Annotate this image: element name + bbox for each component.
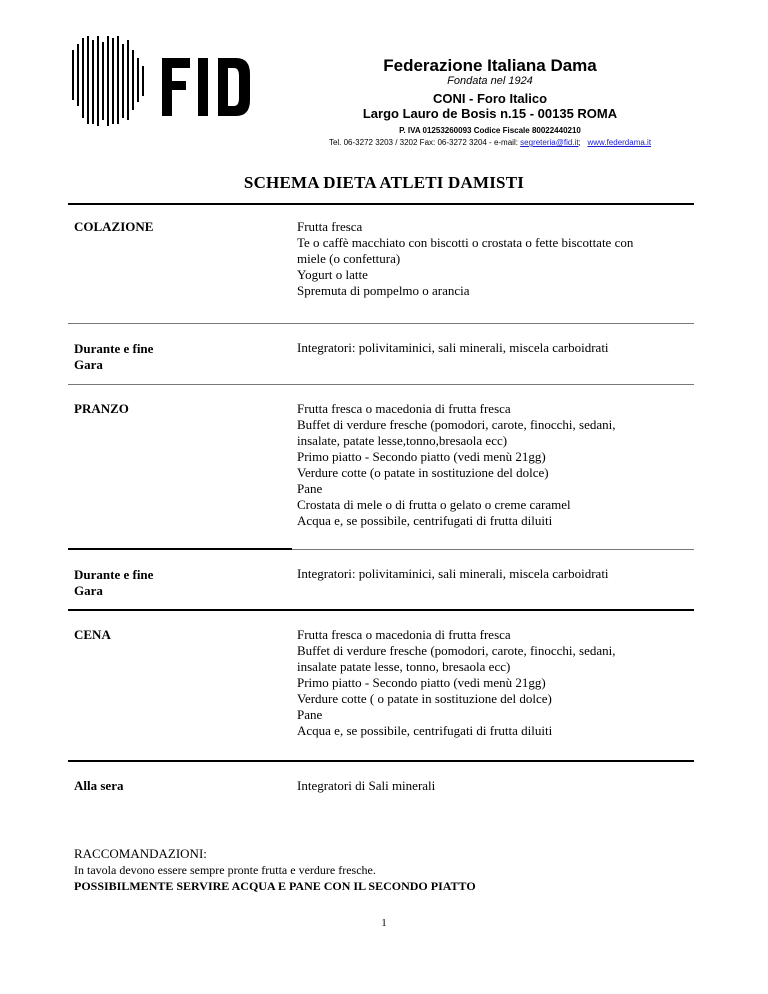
meal-label-durante-gara bbox=[74, 341, 153, 373]
fid-logo-graphic bbox=[72, 36, 272, 126]
menu-item: Buffet di verdure fresche (pomodori, carote, finocchi, sedani, bbox=[297, 643, 616, 658]
menu-item: miele (o confettura) bbox=[297, 251, 401, 266]
page-title: SCHEMA DIETA ATLETI DAMISTI bbox=[243, 173, 525, 192]
divider bbox=[68, 609, 694, 611]
address-line: Largo Lauro de Bosis n.15 - 00135 ROMA bbox=[362, 106, 618, 121]
meal-label-alla-sera bbox=[74, 778, 123, 794]
email-link[interactable]: segreteria@fid.it bbox=[520, 138, 579, 147]
menu-item: Primo piatto - Secondo piatto (vedi menù 21gg) bbox=[297, 449, 546, 464]
menu-item: insalate patate lesse, tonno, bresaola ecc) bbox=[297, 659, 511, 674]
meal-items-alla-sera bbox=[297, 778, 435, 794]
page-number: 1 bbox=[381, 917, 387, 929]
menu-item: Spremuta di pompelmo o arancia bbox=[297, 283, 470, 298]
divider bbox=[68, 203, 694, 205]
menu-item: Frutta fresca bbox=[297, 219, 363, 234]
divider bbox=[68, 760, 694, 762]
menu-item: Pane bbox=[297, 707, 323, 722]
label-line: Gara bbox=[74, 357, 103, 372]
founded-year: Fondata nel 1924 bbox=[447, 75, 533, 87]
menu-item: Yogurt o latte bbox=[297, 267, 368, 282]
menu-item: Frutta fresca o macedonia di frutta fresca bbox=[297, 627, 511, 642]
divider bbox=[292, 549, 694, 550]
label-line: PRANZO bbox=[74, 401, 129, 416]
menu-item: Verdure cotte ( o patate in sostituzione del dolce) bbox=[297, 691, 552, 706]
label-line: COLAZIONE bbox=[74, 219, 154, 234]
tax-id-line: P. IVA 01253260093 Codice Fiscale 80022440210 bbox=[399, 126, 581, 135]
label-line: Durante e fine bbox=[74, 341, 154, 356]
contact-line bbox=[290, 138, 690, 147]
meal-items-durante-gara-2 bbox=[297, 566, 609, 582]
meal-label-colazione bbox=[74, 219, 153, 235]
menu-item: Frutta fresca o macedonia di frutta fresca bbox=[297, 401, 511, 416]
recommendation-line: In tavola devono essere sempre pronte frutta e verdure fresche. bbox=[74, 863, 376, 877]
label-line: Durante e fine bbox=[74, 567, 154, 582]
menu-item: Acqua e, se possibile, centrifugati di frutta diluiti bbox=[297, 723, 553, 738]
menu-item: Pane bbox=[297, 481, 323, 496]
menu-item: Buffet di verdure fresche (pomodori, carote, finocchi, sedani, bbox=[297, 417, 616, 432]
recommendations-heading: RACCOMANDAZIONI: bbox=[74, 846, 207, 861]
recommendation-bold-line: POSSIBILMENTE SERVIRE ACQUA E PANE CON IL SECONDO PIATTO bbox=[74, 879, 476, 893]
divider bbox=[68, 384, 694, 385]
divider bbox=[68, 323, 694, 324]
menu-item: Acqua e, se possibile, centrifugati di frutta diluiti bbox=[297, 513, 553, 528]
fid-logo bbox=[72, 36, 272, 126]
menu-item: insalate, patate lesse,tonno,bresaola ecc) bbox=[297, 433, 508, 448]
meal-items-pranzo bbox=[297, 401, 616, 529]
menu-item: Te o caffè macchiato con biscotti o crostata o fette biscottate con bbox=[297, 235, 634, 250]
meal-items-durante-gara bbox=[297, 340, 609, 356]
menu-item: Integratori: polivitaminici, sali minerali, miscela carboidrati bbox=[297, 340, 609, 355]
meal-items-colazione bbox=[297, 219, 633, 299]
meal-label-cena bbox=[74, 627, 111, 643]
menu-item: Primo piatto - Secondo piatto (vedi menù 21gg) bbox=[297, 675, 546, 690]
label-line: CENA bbox=[74, 627, 111, 642]
label-line: Gara bbox=[74, 583, 103, 598]
contact-separator: ; bbox=[578, 138, 581, 147]
menu-item: Crostata di mele o di frutta o gelato o creme caramel bbox=[297, 497, 571, 512]
coni-line: CONI - Foro Italico bbox=[432, 91, 548, 106]
meal-label-pranzo bbox=[74, 401, 129, 417]
org-name: Federazione Italiana Dama bbox=[383, 56, 597, 75]
website-link[interactable]: www.federdama.it bbox=[587, 138, 652, 147]
meal-label-durante-gara-2 bbox=[74, 567, 153, 599]
divider bbox=[68, 548, 292, 550]
contact-prefix: Tel. 06-3272 3203 / 3202 Fax: 06-3272 3204 - e-mail: bbox=[328, 138, 521, 147]
menu-item: Integratori: polivitaminici, sali minerali, miscela carboidrati bbox=[297, 566, 609, 581]
menu-item: Verdure cotte (o patate in sostituzione del dolce) bbox=[297, 465, 549, 480]
meal-items-cena bbox=[297, 627, 616, 739]
menu-item: Integratori di Sali minerali bbox=[297, 778, 436, 793]
label-line: Alla sera bbox=[74, 778, 124, 793]
recommendations bbox=[74, 846, 476, 894]
